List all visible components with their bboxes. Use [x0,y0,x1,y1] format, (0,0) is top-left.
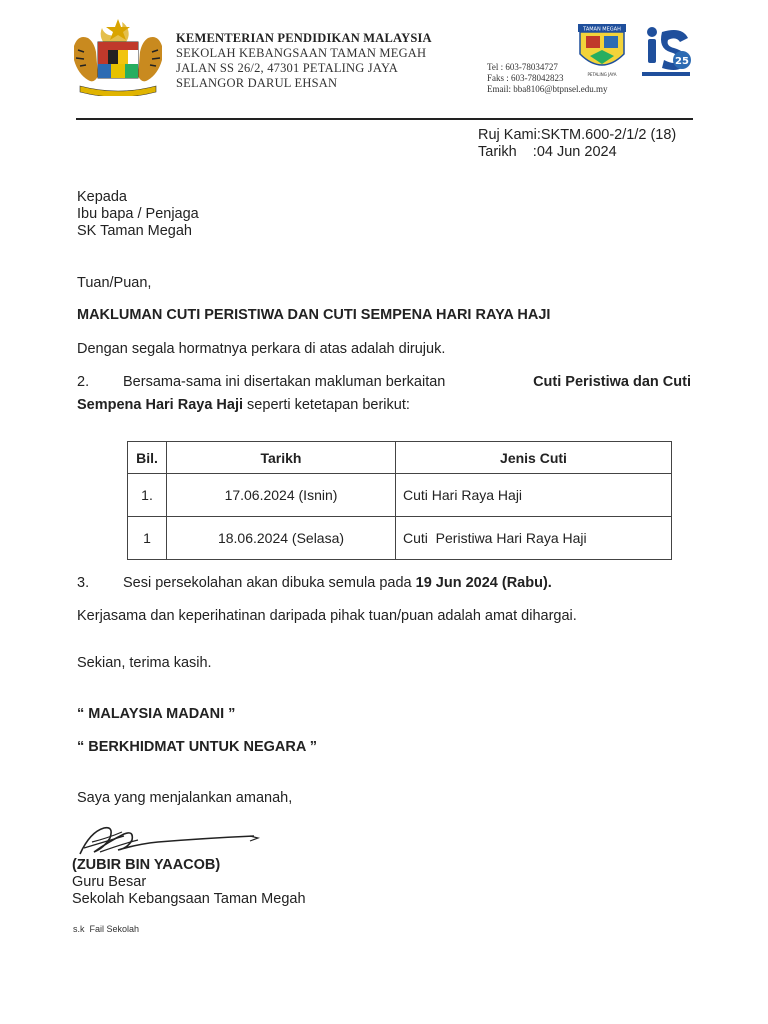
para2-number: 2. [77,374,90,390]
recipient-line-2: Ibu bapa / Penjaga [77,206,199,222]
school-name: SEKOLAH KEBANGSAAN TAMAN MEGAH [176,46,427,60]
paragraph-2 [77,374,691,414]
row2-jenis-cuti: Cuti Peristiwa Hari Raya Haji [396,517,672,560]
row1-tarikh: 17.06.2024 (Isnin) [167,474,396,517]
para2-text-a: Bersama-sama ini disertakan makluman berkaitan [123,374,446,390]
paragraph-4: Kerjasama dan keperihatinan daripada pihak tuan/puan adalah amat dihargai. [77,608,577,624]
signatory-block [72,857,306,908]
jata-negara-logo [66,16,170,96]
para3-number: 3. [77,575,90,591]
table-row [128,517,672,560]
salutation: Tuan/Puan, [77,275,152,291]
header-divider [76,118,693,120]
fax: Faks : 603-78042823 [487,73,564,83]
slogan-berkhidmat: “ BERKHIDMAT UNTUK NEGARA ” [77,739,318,755]
anniversary-logo [638,24,694,80]
row2-tarikh: 18.06.2024 (Selasa) [167,517,396,560]
holiday-table [127,441,672,560]
para3-bold: 19 Jun 2024 (Rabu). [415,575,552,591]
col-header-bil: Bil. [128,442,167,474]
letterhead-text [176,31,432,91]
ref-number: Ruj Kami:SKTM.600-2/1/2 (18) [478,127,677,143]
signature-image [74,818,264,862]
paragraph-1: Dengan segala hormatnya perkara di atas adalah dirujuk. [77,341,446,357]
school-crest-logo [572,22,632,80]
amanah-line: Saya yang menjalankan amanah, [77,790,293,806]
anniversary-number: 25 [675,56,689,67]
row1-bil: 1. [128,474,167,517]
col-header-tarikh: Tarikh [167,442,396,474]
signatory-school: Sekolah Kebangsaan Taman Megah [72,891,306,907]
para2-bold-a: Cuti Peristiwa dan Cuti [533,374,691,390]
telephone: Tel : 603-78034727 [487,62,558,72]
ref-date: Tarikh :04 Jun 2024 [478,144,617,160]
email: Email: bba8106@btpnsel.edu.my [487,84,608,94]
para2-text-b: seperti ketetapan berikut: [243,397,410,413]
reference-block [478,127,676,161]
recipient-line-3: SK Taman Megah [77,223,192,239]
address-line-2: SELANGOR DARUL EHSAN [176,76,338,90]
row1-jenis-cuti: Cuti Hari Raya Haji [396,474,672,517]
recipient-block [77,189,199,240]
crest-banner-text: TAMAN MEGAH [583,26,621,33]
slogan-madani: “ MALAYSIA MADANI ” [77,706,236,722]
para3-text: Sesi persekolahan akan dibuka semula pada [123,575,416,591]
closing: Sekian, terima kasih. [77,655,212,671]
table-row [128,474,672,517]
table-header-row [128,442,672,474]
crest-motto-text: PETALING JAYA [587,72,617,77]
recipient-line-1: Kepada [77,189,127,205]
address-line-1: JALAN SS 26/2, 47301 PETALING JAYA [176,61,399,75]
row2-bil: 1 [128,517,167,560]
paragraph-3 [77,575,552,592]
para2-bold-b: Sempena Hari Raya Haji [77,397,244,413]
col-header-jenis-cuti: Jenis Cuti [396,442,672,474]
ministry-name: KEMENTERIAN PENDIDIKAN MALAYSIA [176,31,432,45]
carbon-copy: s.k Fail Sekolah [73,924,140,934]
signatory-title: Guru Besar [72,874,147,890]
letter-subject: MAKLUMAN CUTI PERISTIWA DAN CUTI SEMPENA HARI RAYA HAJI [77,307,551,323]
signatory-name: (ZUBIR BIN YAACOB) [72,857,221,873]
